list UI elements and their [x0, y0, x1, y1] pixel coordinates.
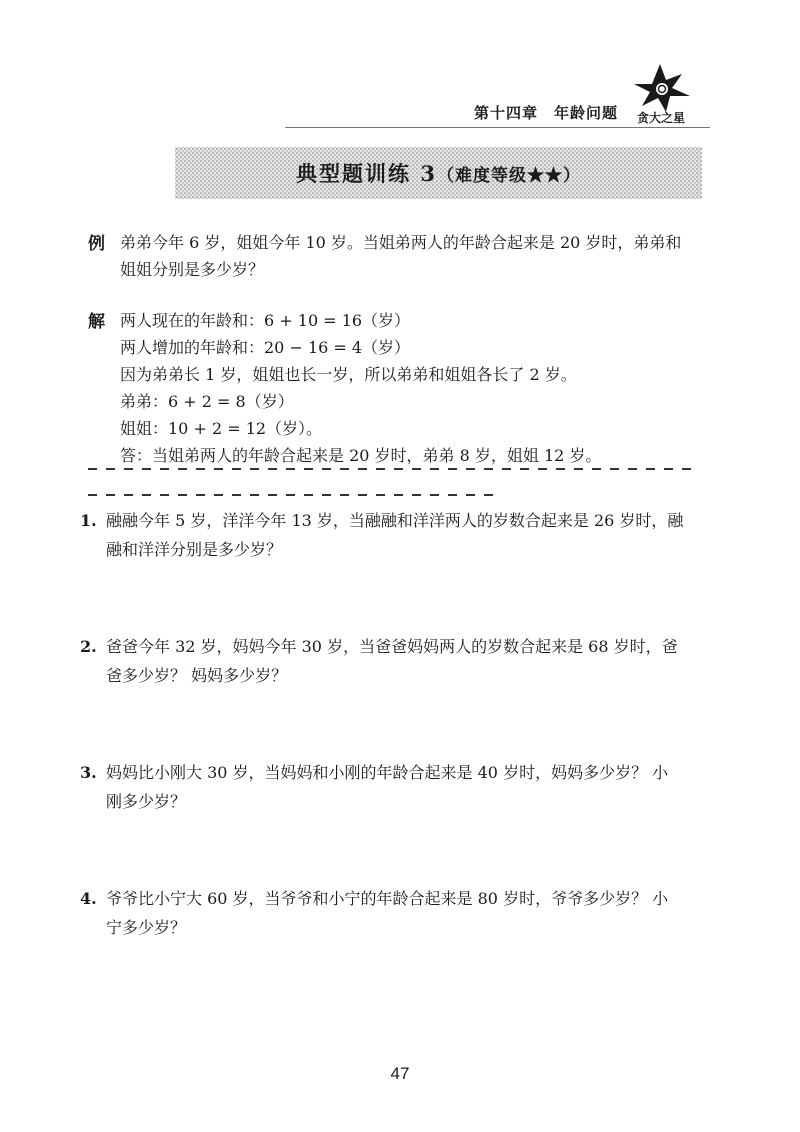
section-title-band — [175, 147, 702, 199]
text-line: 妈妈比小刚大 30 岁，当妈妈和小刚的年龄合起来是 40 岁时，妈妈多少岁？ 小 — [106, 763, 669, 782]
text-line: 答：当姐弟两人的年龄合起来是 20 岁时，弟弟 8 岁，姐姐 12 岁。 — [120, 446, 602, 465]
chapter-title: 第十四章 年龄问题 — [473, 104, 618, 122]
text-line: 姐姐分别是多少岁？ — [120, 260, 265, 279]
question-text — [106, 884, 700, 942]
star-logo-icon — [620, 62, 702, 124]
question-item — [80, 632, 700, 690]
text-line: 姐姐：10 + 2 = 12（岁）。 — [120, 419, 323, 438]
text-line: 两人现在的年龄和：6 + 10 = 16（岁） — [120, 311, 411, 330]
question-item — [80, 884, 700, 942]
question-item — [80, 506, 700, 564]
text-line: 弟弟今年 6 岁，姐姐今年 10 岁。当姐弟两人的年龄合起来是 20 岁时，弟弟和 — [120, 233, 682, 252]
question-item — [80, 758, 700, 816]
text-line: 两人增加的年龄和：20 − 16 = 4（岁） — [120, 338, 411, 357]
dashed-divider — [88, 468, 698, 470]
text-line: 爷爷比小宁大 60 岁，当爷爷和小宁的年龄合起来是 80 岁时，爷爷多少岁？ 小 — [106, 889, 669, 908]
text-line: 融融今年 5 岁，洋洋今年 13 岁，当融融和洋洋两人的岁数合起来是 26 岁时，融 — [106, 511, 684, 530]
example-tag: 例 — [88, 234, 105, 254]
text-line: 弟弟：6 + 2 = 8（岁） — [120, 392, 294, 411]
logo-text: 贪大之星 — [636, 111, 686, 124]
example-text — [120, 229, 698, 283]
page-number: 47 — [390, 1064, 410, 1083]
page-header — [285, 62, 710, 132]
example-block — [88, 229, 698, 283]
difficulty-level: （难度等级★★） — [436, 166, 581, 186]
question-text — [106, 632, 700, 690]
question-number: 4. — [80, 889, 97, 908]
text-line: 融和洋洋分别是多少岁？ — [106, 540, 283, 559]
text-line: 刚多少岁？ — [106, 792, 187, 811]
solution-text — [120, 307, 698, 469]
text-line: 因为弟弟长 1 岁，姐姐也长一岁，所以弟弟和姐姐各长了 2 岁。 — [120, 365, 577, 384]
dashed-divider — [88, 494, 502, 496]
title-main: 典型题训练 3 — [296, 161, 437, 186]
text-line: 爸爸今年 32 岁，妈妈今年 30 岁，当爸爸妈妈两人的岁数合起来是 68 岁时，爸 — [106, 637, 678, 656]
solution-block — [88, 307, 698, 469]
question-number: 2. — [80, 637, 97, 656]
section-title — [296, 158, 581, 188]
question-number: 1. — [80, 511, 97, 530]
question-number: 3. — [80, 763, 97, 782]
question-text — [106, 506, 700, 564]
solution-tag: 解 — [88, 312, 105, 332]
question-text — [106, 758, 700, 816]
header-rule — [285, 127, 710, 128]
text-line: 爸多少岁？ 妈妈多少岁？ — [106, 666, 288, 685]
text-line: 宁多少岁？ — [106, 918, 187, 937]
